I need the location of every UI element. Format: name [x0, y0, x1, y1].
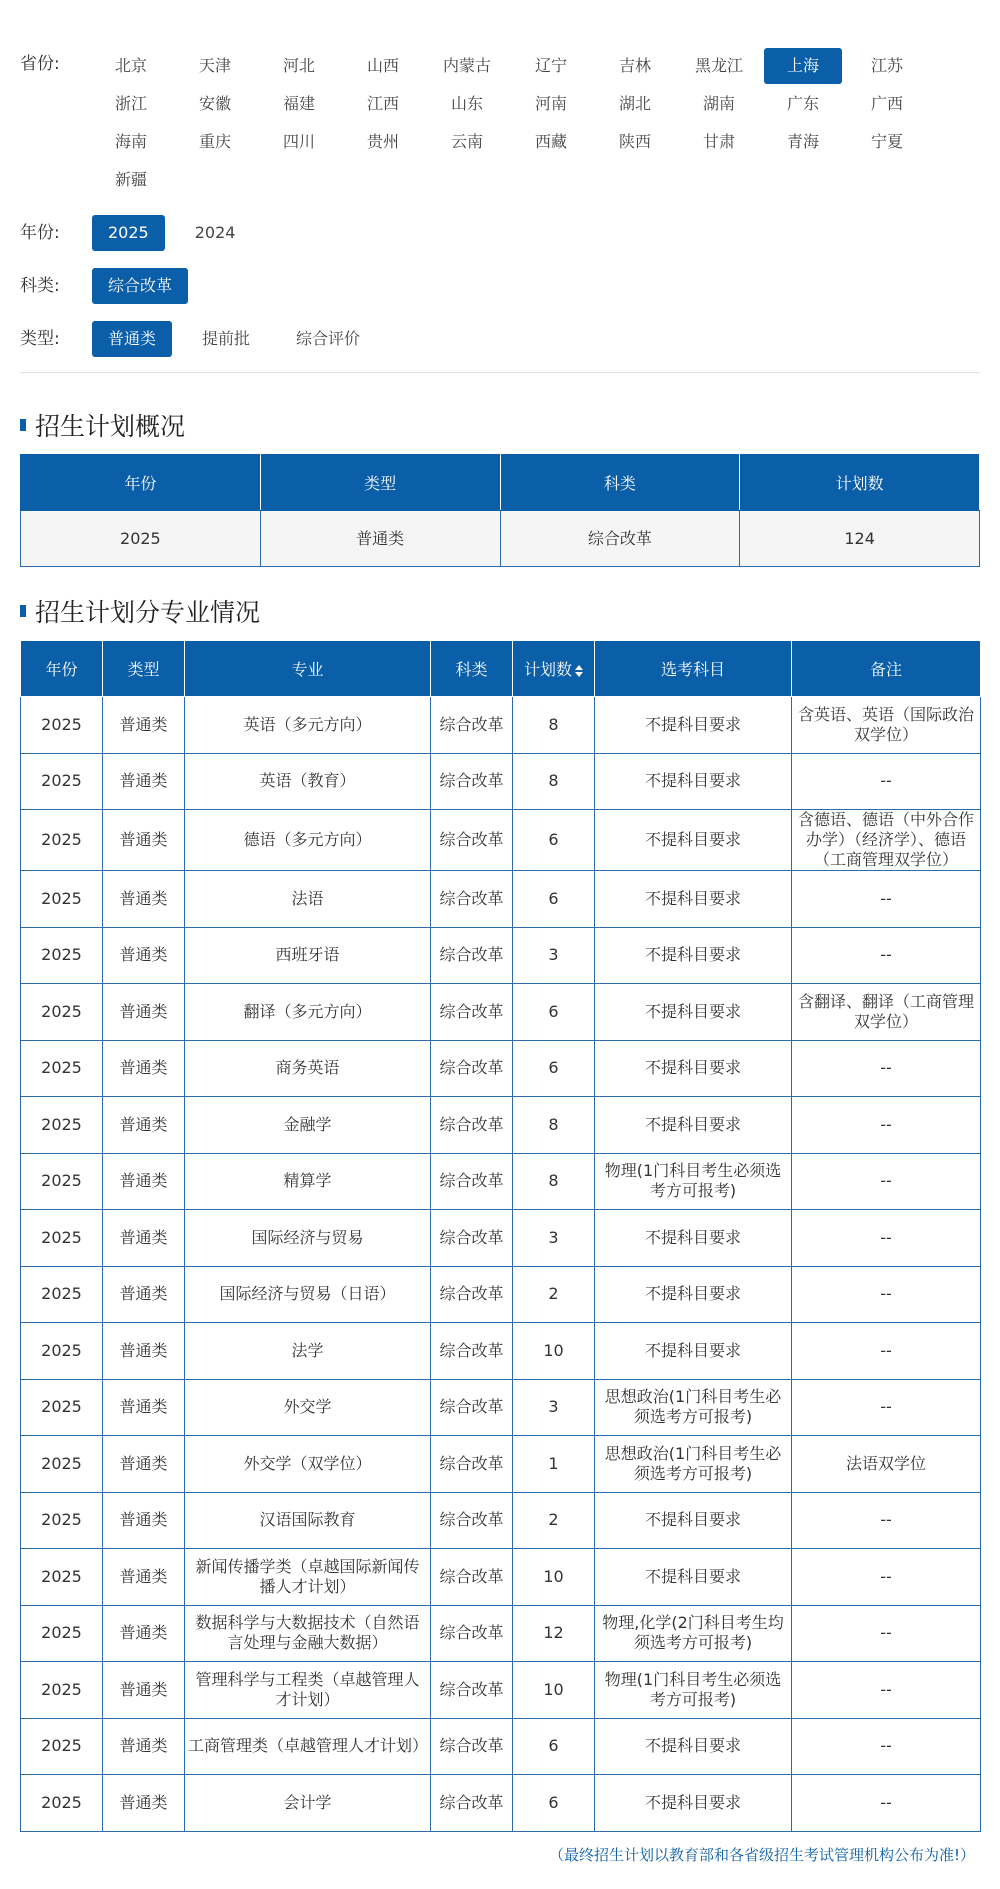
table-cell: 不提科目要求 [595, 984, 792, 1041]
overview-header-cell: 计划数 [740, 455, 980, 511]
detail-section-title [20, 594, 260, 628]
table-cell: 2025 [21, 753, 103, 810]
table-row [21, 1662, 981, 1719]
table-cell: 综合改革 [431, 1605, 513, 1662]
table-cell: 数据科学与大数据技术（自然语言处理与金融大数据） [185, 1605, 431, 1662]
table-cell: 6 [513, 1040, 595, 1097]
table-cell: -- [792, 1492, 981, 1549]
table-cell: 法语 [185, 871, 431, 928]
table-cell: 德语（多元方向） [185, 810, 431, 871]
type-filter [20, 321, 390, 357]
table-cell: 翻译（多元方向） [185, 984, 431, 1041]
detail-header-cell [431, 641, 513, 697]
table-cell: 2025 [21, 1266, 103, 1323]
overview-header-cell: 科类 [500, 455, 740, 511]
table-row [21, 1323, 981, 1380]
table-cell: 综合改革 [431, 927, 513, 984]
table-cell: 综合改革 [431, 1153, 513, 1210]
province-option[interactable]: 贵州 [366, 132, 399, 151]
table-cell: 6 [513, 871, 595, 928]
province-filter [20, 48, 942, 200]
detail-header-row [21, 641, 981, 697]
ke-option[interactable]: 综合改革 [92, 268, 188, 304]
table-cell: 2025 [21, 1492, 103, 1549]
table-cell: -- [792, 753, 981, 810]
section-marker-icon [20, 605, 26, 617]
table-cell: -- [792, 1097, 981, 1154]
table-row [21, 871, 981, 928]
table-cell: 普通类 [103, 697, 185, 754]
province-option[interactable]: 安徽 [198, 94, 231, 113]
table-cell: 2 [513, 1492, 595, 1549]
province-option[interactable]: 西藏 [534, 132, 567, 151]
table-row [21, 1718, 981, 1775]
province-option[interactable]: 四川 [282, 132, 315, 151]
table-row [21, 1492, 981, 1549]
table-cell: 外交学（双学位） [185, 1436, 431, 1493]
sort-icon[interactable] [575, 664, 583, 678]
ke-label: 科类: [20, 276, 60, 296]
table-cell: 不提科目要求 [595, 1040, 792, 1097]
table-cell: 不提科目要求 [595, 1210, 792, 1267]
header-label: 专业 [291, 660, 324, 679]
table-cell: 2025 [21, 1662, 103, 1719]
section-marker-icon [20, 419, 26, 431]
province-option[interactable]: 河北 [282, 56, 315, 75]
table-cell: -- [792, 1662, 981, 1719]
table-cell: 不提科目要求 [595, 927, 792, 984]
province-option[interactable]: 山西 [366, 56, 399, 75]
table-cell: 综合改革 [431, 1379, 513, 1436]
table-cell: 不提科目要求 [595, 1718, 792, 1775]
table-row [21, 1040, 981, 1097]
table-cell: 综合改革 [431, 1662, 513, 1719]
table-cell: 国际经济与贸易（日语） [185, 1266, 431, 1323]
table-cell: 物理(1门科目考生必须选考方可报考) [595, 1662, 792, 1719]
table-row [21, 1210, 981, 1267]
table-cell: 6 [513, 1718, 595, 1775]
table-cell: 2025 [21, 1210, 103, 1267]
divider [20, 372, 980, 373]
year-options [92, 215, 265, 251]
table-cell: 西班牙语 [185, 927, 431, 984]
table-cell: 会计学 [185, 1775, 431, 1832]
table-cell: 普通类 [103, 984, 185, 1041]
table-cell: 1 [513, 1436, 595, 1493]
year-option[interactable]: 2024 [194, 223, 236, 242]
type-option[interactable]: 综合评价 [296, 329, 361, 348]
table-cell: 普通类 [103, 810, 185, 871]
province-option[interactable]: 黑龙江 [694, 56, 743, 75]
table-cell: 10 [513, 1323, 595, 1380]
province-option[interactable]: 重庆 [198, 132, 231, 151]
table-cell: 普通类 [103, 1605, 185, 1662]
overview-header-row [21, 455, 980, 511]
province-option[interactable]: 北京 [114, 56, 147, 75]
table-cell: 2025 [21, 1097, 103, 1154]
table-cell: 不提科目要求 [595, 753, 792, 810]
province-option[interactable]: 江苏 [870, 56, 903, 75]
table-cell: -- [792, 1153, 981, 1210]
year-option[interactable]: 2025 [92, 215, 165, 251]
table-cell: 综合改革 [431, 1266, 513, 1323]
province-options [92, 48, 942, 200]
table-row [21, 697, 981, 754]
type-option[interactable]: 提前批 [202, 329, 251, 348]
table-row [21, 1549, 981, 1606]
header-label: 备注 [869, 660, 902, 679]
detail-body [21, 697, 981, 1832]
ke-filter [20, 268, 202, 304]
table-cell: 普通类 [103, 1662, 185, 1719]
table-cell: 普通类 [103, 1323, 185, 1380]
overview-table [20, 454, 980, 567]
table-row [21, 810, 981, 871]
province-option[interactable]: 宁夏 [870, 132, 903, 151]
table-cell: -- [792, 1775, 981, 1832]
table-cell: 2025 [21, 927, 103, 984]
type-option[interactable]: 普通类 [92, 321, 172, 357]
overview-section-title [20, 408, 185, 442]
table-cell: 12 [513, 1605, 595, 1662]
table-cell: 不提科目要求 [595, 871, 792, 928]
table-cell: 普通类 [103, 1097, 185, 1154]
table-cell: 法学 [185, 1323, 431, 1380]
table-cell: 2025 [21, 984, 103, 1041]
table-cell: 含英语、英语（国际政治双学位） [792, 697, 981, 754]
overview-header-cell: 年份 [21, 455, 261, 511]
table-cell: 2025 [21, 1605, 103, 1662]
table-cell: 普通类 [103, 1436, 185, 1493]
table-row [21, 1153, 981, 1210]
table-cell: 2025 [21, 1153, 103, 1210]
table-cell: 不提科目要求 [595, 1775, 792, 1832]
table-cell: 综合改革 [431, 1775, 513, 1832]
province-option[interactable]: 湖北 [618, 94, 651, 113]
detail-title: 招生计划分专业情况 [35, 598, 261, 627]
type-options [92, 321, 390, 357]
table-cell: 不提科目要求 [595, 1097, 792, 1154]
table-cell: 8 [513, 753, 595, 810]
table-cell: 普通类 [103, 1379, 185, 1436]
table-cell: 综合改革 [431, 697, 513, 754]
table-row [21, 984, 981, 1041]
header-label: 科类 [455, 660, 488, 679]
table-cell: 汉语国际教育 [185, 1492, 431, 1549]
detail-header-cell [185, 641, 431, 697]
table-cell: 普通类 [103, 871, 185, 928]
province-option[interactable]: 甘肃 [702, 132, 735, 151]
detail-header-cell [792, 641, 981, 697]
province-option[interactable]: 天津 [198, 56, 231, 75]
province-option[interactable]: 山东 [450, 94, 483, 113]
province-option[interactable]: 内蒙古 [442, 56, 491, 75]
year-filter [20, 215, 265, 251]
table-cell: 10 [513, 1549, 595, 1606]
table-cell: 普通类 [103, 1718, 185, 1775]
header-label: 年份 [45, 660, 78, 679]
overview-cell: 普通类 [260, 511, 500, 567]
table-cell: 普通类 [103, 1210, 185, 1267]
province-option[interactable]: 辽宁 [534, 56, 567, 75]
table-cell: 综合改革 [431, 1436, 513, 1493]
table-cell: 2025 [21, 810, 103, 871]
table-cell: 不提科目要求 [595, 810, 792, 871]
province-option[interactable]: 江西 [366, 94, 399, 113]
table-cell: 普通类 [103, 1492, 185, 1549]
table-cell: 2025 [21, 1775, 103, 1832]
table-cell: 思想政治(1门科目考生必须选考方可报考) [595, 1436, 792, 1493]
table-cell: 精算学 [185, 1153, 431, 1210]
table-cell: 普通类 [103, 927, 185, 984]
table-cell: 思想政治(1门科目考生必须选考方可报考) [595, 1379, 792, 1436]
overview-header-cell: 类型 [260, 455, 500, 511]
table-row [21, 1436, 981, 1493]
overview-title: 招生计划概况 [35, 412, 186, 441]
province-option[interactable]: 浙江 [114, 94, 147, 113]
province-option[interactable]: 上海 [764, 48, 842, 84]
table-cell: -- [792, 1210, 981, 1267]
table-cell: 3 [513, 1210, 595, 1267]
detail-header-cell [595, 641, 792, 697]
table-cell: 物理(1门科目考生必须选考方可报考) [595, 1153, 792, 1210]
province-option[interactable]: 广东 [786, 94, 819, 113]
table-cell: 普通类 [103, 1040, 185, 1097]
table-cell: 6 [513, 1775, 595, 1832]
detail-header-cell [103, 641, 185, 697]
table-cell: 3 [513, 927, 595, 984]
plan-count-sort-header[interactable] [513, 641, 595, 697]
table-row [21, 927, 981, 984]
province-option[interactable]: 陕西 [618, 132, 651, 151]
table-cell: 不提科目要求 [595, 1492, 792, 1549]
province-option[interactable]: 云南 [450, 132, 483, 151]
table-cell: 国际经济与贸易 [185, 1210, 431, 1267]
province-label: 省份: [20, 54, 60, 74]
table-cell: 英语（多元方向） [185, 697, 431, 754]
table-row [21, 1379, 981, 1436]
table-cell: 外交学 [185, 1379, 431, 1436]
table-cell: 8 [513, 697, 595, 754]
detail-table [20, 640, 981, 1832]
table-cell: 普通类 [103, 1153, 185, 1210]
table-cell: 管理科学与工程类（卓越管理人才计划） [185, 1662, 431, 1719]
table-cell: 综合改革 [431, 1040, 513, 1097]
table-row [21, 1266, 981, 1323]
table-cell: 含翻译、翻译（工商管理双学位） [792, 984, 981, 1041]
table-cell: 普通类 [103, 1775, 185, 1832]
table-row [21, 1605, 981, 1662]
table-cell: 综合改革 [431, 810, 513, 871]
footnote: （最终招生计划以教育部和各省级招生考试管理机构公布为准!） [548, 1846, 975, 1864]
table-cell: 不提科目要求 [595, 1549, 792, 1606]
table-cell: 不提科目要求 [595, 1323, 792, 1380]
table-cell: 2025 [21, 1379, 103, 1436]
overview-cell: 综合改革 [500, 511, 740, 567]
table-cell: 综合改革 [431, 1323, 513, 1380]
type-label: 类型: [20, 329, 60, 349]
table-cell: 不提科目要求 [595, 1266, 792, 1323]
table-cell: 2025 [21, 1040, 103, 1097]
table-cell: 综合改革 [431, 1549, 513, 1606]
table-row [21, 1775, 981, 1832]
table-cell: 综合改革 [431, 871, 513, 928]
table-cell: -- [792, 1266, 981, 1323]
table-cell: 普通类 [103, 1549, 185, 1606]
table-cell: -- [792, 871, 981, 928]
overview-row [21, 511, 980, 567]
province-option[interactable]: 海南 [114, 132, 147, 151]
province-option[interactable]: 广西 [870, 94, 903, 113]
overview-cell: 124 [740, 511, 980, 567]
table-cell: 3 [513, 1379, 595, 1436]
table-cell: 英语（教育） [185, 753, 431, 810]
table-cell: 物理,化学(2门科目考生均须选考方可报考) [595, 1605, 792, 1662]
province-option[interactable]: 新疆 [114, 170, 147, 189]
table-cell: 2 [513, 1266, 595, 1323]
table-cell: 8 [513, 1153, 595, 1210]
header-label: 类型 [127, 660, 160, 679]
table-cell: 新闻传播学类（卓越国际新闻传播人才计划） [185, 1549, 431, 1606]
province-option[interactable]: 吉林 [618, 56, 651, 75]
table-cell: 8 [513, 1097, 595, 1154]
table-cell: 综合改革 [431, 753, 513, 810]
table-cell: 2025 [21, 1323, 103, 1380]
table-cell: -- [792, 1040, 981, 1097]
province-option[interactable]: 福建 [282, 94, 315, 113]
table-cell: -- [792, 1379, 981, 1436]
table-cell: -- [792, 927, 981, 984]
table-cell: 综合改革 [431, 1718, 513, 1775]
table-cell: 2025 [21, 1718, 103, 1775]
table-cell: 10 [513, 1662, 595, 1719]
ke-options [92, 268, 202, 304]
table-cell: 工商管理类（卓越管理人才计划） [185, 1718, 431, 1775]
table-cell: 法语双学位 [792, 1436, 981, 1493]
detail-header-cell [21, 641, 103, 697]
table-cell: -- [792, 1549, 981, 1606]
overview-cell: 2025 [21, 511, 261, 567]
province-option[interactable]: 湖南 [702, 94, 735, 113]
table-cell: 综合改革 [431, 984, 513, 1041]
table-cell: 综合改革 [431, 1492, 513, 1549]
province-option[interactable]: 河南 [534, 94, 567, 113]
table-row [21, 753, 981, 810]
table-cell: 6 [513, 810, 595, 871]
table-cell: 普通类 [103, 753, 185, 810]
year-label: 年份: [20, 223, 60, 243]
table-cell: 金融学 [185, 1097, 431, 1154]
table-cell: 2025 [21, 697, 103, 754]
table-cell: 不提科目要求 [595, 697, 792, 754]
table-cell: 2025 [21, 1436, 103, 1493]
table-cell: 含德语、德语（中外合作办学）（经济学）、德语（工商管理双学位） [792, 810, 981, 871]
table-cell: 普通类 [103, 1266, 185, 1323]
table-cell: 2025 [21, 1549, 103, 1606]
table-cell: 综合改革 [431, 1210, 513, 1267]
table-row [21, 1097, 981, 1154]
table-cell: 商务英语 [185, 1040, 431, 1097]
table-cell: 综合改革 [431, 1097, 513, 1154]
table-cell: -- [792, 1323, 981, 1380]
header-label: 选考科目 [660, 660, 725, 679]
province-option[interactable]: 青海 [786, 132, 819, 151]
table-cell: -- [792, 1718, 981, 1775]
header-label: 计划数 [523, 660, 572, 679]
table-cell: 6 [513, 984, 595, 1041]
table-cell: -- [792, 1605, 981, 1662]
table-cell: 2025 [21, 871, 103, 928]
